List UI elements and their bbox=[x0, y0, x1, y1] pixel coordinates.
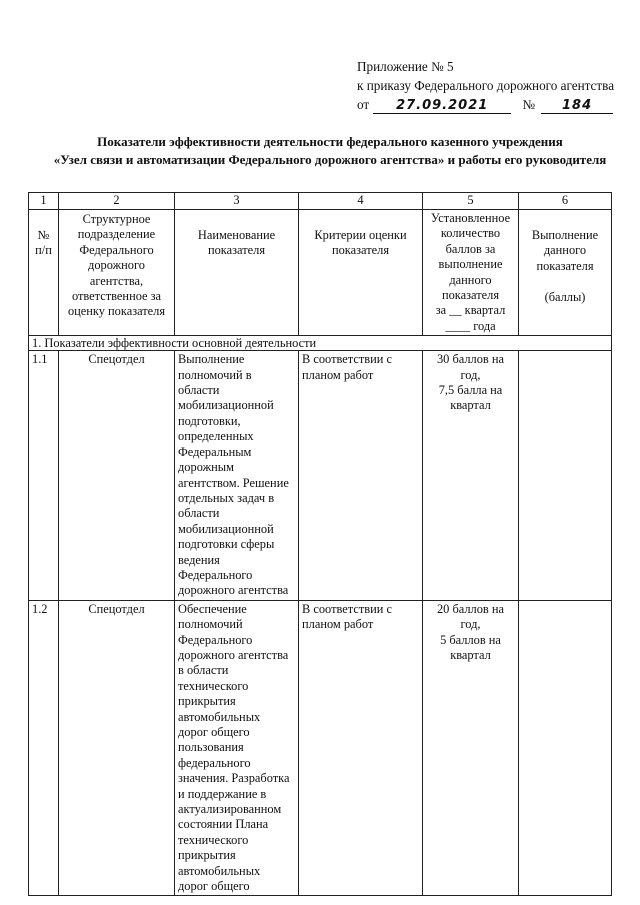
row-points: 30 баллов на год, 7,5 балла на квартал bbox=[423, 351, 519, 601]
col-number-6: 6 bbox=[519, 193, 612, 210]
appendix-title: Приложение № 5 bbox=[357, 59, 454, 74]
row-number: 1.2 bbox=[29, 600, 59, 896]
section-row bbox=[29, 336, 612, 351]
appendix-block bbox=[357, 57, 614, 114]
header-points: Установленное количество баллов за выполнение данного показателя за __ квартал ____ года bbox=[423, 210, 519, 336]
header-criteria: Критерии оценки показателя bbox=[299, 210, 423, 336]
appendix-order-reference: к приказу Федерального дорожного агентства bbox=[357, 78, 615, 93]
table-row bbox=[29, 600, 612, 896]
table-row bbox=[29, 351, 612, 601]
col-number-3: 3 bbox=[175, 193, 299, 210]
header-result bbox=[519, 210, 612, 336]
col-number-4: 4 bbox=[299, 193, 423, 210]
column-number-row bbox=[29, 193, 612, 210]
number-label: № bbox=[522, 97, 536, 112]
handwritten-number: 184 bbox=[541, 98, 613, 114]
row-criteria: В соответствии с планом работ bbox=[299, 600, 423, 896]
row-department: Спецотдел bbox=[59, 600, 175, 896]
col-number-2: 2 bbox=[59, 193, 175, 210]
row-result bbox=[519, 600, 612, 896]
header-department: Структурное подразделение Федерального дорожного агентства, ответственное за оценку показателя bbox=[59, 210, 175, 336]
row-indicator-name: Выполнение полномочий в области мобилизационной подготовки, определенных Федеральным дорожным агентством. Решение отдельных задач в области мобилизационной подготовки сферы ведения Федерального дорожного агентства bbox=[175, 351, 299, 601]
header-result-units: (баллы) bbox=[544, 290, 586, 305]
section-1-title: 1. Показатели эффективности основной деятельности bbox=[29, 336, 612, 351]
indicators-table bbox=[28, 192, 612, 896]
row-department: Спецотдел bbox=[59, 351, 175, 601]
title-line-2: «Узел связи и автоматизации Федерального дорожного агентства» и работы его руководителя bbox=[53, 152, 607, 167]
header-row bbox=[29, 210, 612, 336]
document-title bbox=[40, 133, 620, 169]
row-indicator-name: Обеспечение полномочий Федерального дорожного агентства в области технического прикрытия автомобильных дорог общего пользования федерального значения. Разработка и поддержание в актуализированном состоянии Плана технического прикрытия автомобильных дорог общего bbox=[175, 600, 299, 896]
header-result-title: Выполнение данного показателя bbox=[531, 228, 599, 273]
row-number: 1.1 bbox=[29, 351, 59, 601]
col-number-1: 1 bbox=[29, 193, 59, 210]
from-label: от bbox=[357, 97, 370, 112]
col-number-5: 5 bbox=[423, 193, 519, 210]
row-result bbox=[519, 351, 612, 601]
row-criteria: В соответствии с планом работ bbox=[299, 351, 423, 601]
appendix-date-number-line bbox=[357, 95, 614, 114]
title-line-1: Показатели эффективности деятельности федерального казенного учреждения bbox=[97, 134, 563, 149]
header-row-number: № п/п bbox=[29, 210, 59, 336]
row-points: 20 баллов на год, 5 баллов на квартал bbox=[423, 600, 519, 896]
header-indicator-name: Наименование показателя bbox=[175, 210, 299, 336]
handwritten-date: 27.09.2021 bbox=[373, 98, 511, 114]
